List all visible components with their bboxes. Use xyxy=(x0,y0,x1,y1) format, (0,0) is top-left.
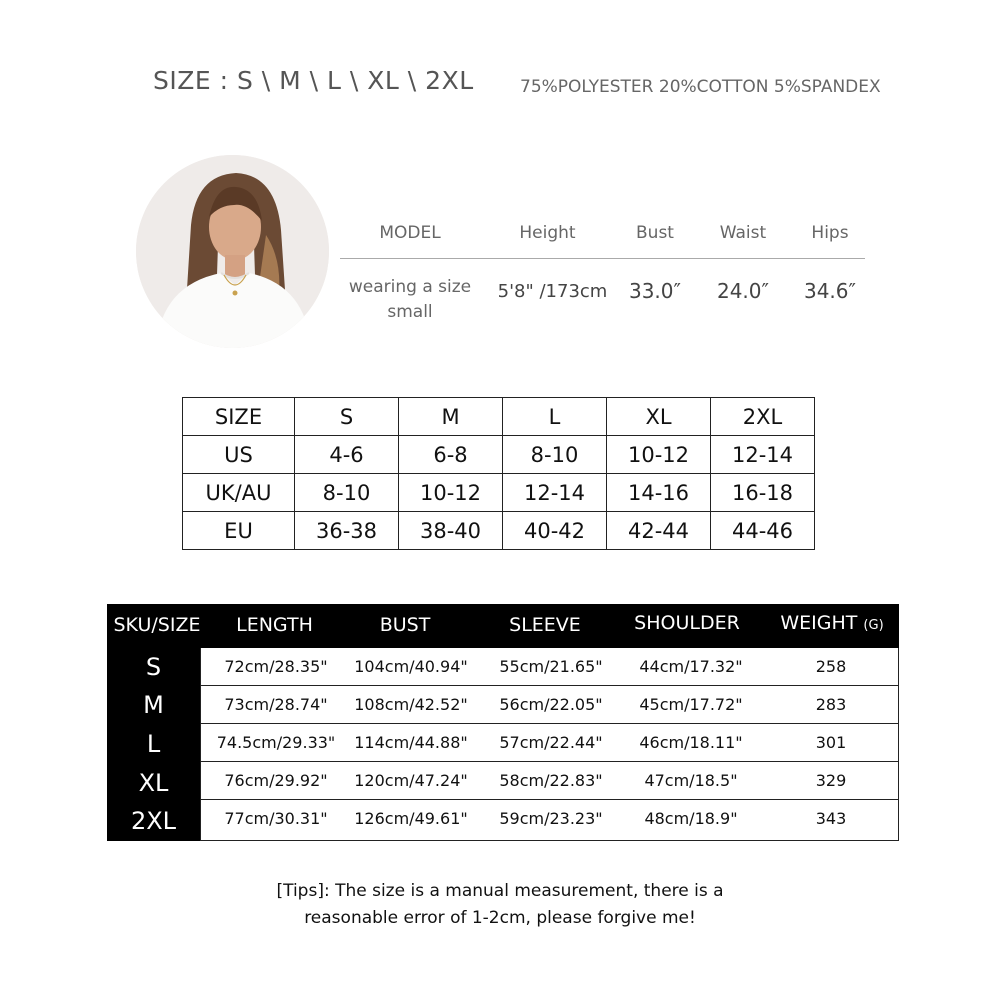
table-cell: 36-38 xyxy=(295,512,399,550)
sleeve-value: 55cm/21.65" xyxy=(499,657,603,676)
table-cell: 8-10 xyxy=(503,436,607,474)
table-cell: 4-6 xyxy=(295,436,399,474)
table-row xyxy=(200,724,899,762)
tips-note xyxy=(200,878,800,932)
fabric-composition: 75%POLYESTER 20%COTTON 5%SPANDEX xyxy=(520,77,881,97)
model-size-line1: wearing a size xyxy=(348,277,472,297)
table-cell: S xyxy=(295,398,399,436)
table-cell: 6-8 xyxy=(399,436,503,474)
weight-header xyxy=(767,612,897,634)
size-label: S xyxy=(145,653,162,681)
table-cell: UK/AU xyxy=(183,474,295,512)
shoulder-value: 46cm/18.11" xyxy=(639,733,743,752)
weight-label: WEIGHT xyxy=(780,612,858,634)
weight-value: 283 xyxy=(815,695,847,714)
bust-value: 126cm/49.61" xyxy=(354,809,468,828)
table-cell: M xyxy=(399,398,503,436)
sleeve-value: 56cm/22.05" xyxy=(499,695,603,714)
model-header: MODEL xyxy=(379,223,441,243)
weight-value: 301 xyxy=(815,733,847,752)
tips-line: [Tips]: The size is a manual measurement, there is a xyxy=(276,881,724,901)
table-cell: 10-12 xyxy=(399,474,503,512)
bust-header: Bust xyxy=(636,223,674,243)
table-cell: 10-12 xyxy=(607,436,711,474)
table-cell: 38-40 xyxy=(399,512,503,550)
weight-unit: (G) xyxy=(863,618,884,633)
height-header: Height xyxy=(519,223,576,243)
shoulder-header: SHOULDER xyxy=(634,612,740,634)
size-conversion-table xyxy=(182,397,815,550)
table-header xyxy=(107,604,899,648)
table-row xyxy=(183,474,815,512)
table-cell: L xyxy=(503,398,607,436)
hips-header: Hips xyxy=(811,223,849,243)
bust-header: BUST xyxy=(379,614,431,636)
weight-value: 343 xyxy=(815,809,847,828)
length-value: 76cm/29.92" xyxy=(224,771,328,790)
model-hips-value: 34.6″ xyxy=(803,279,856,303)
model-height-value: 5'8" /173cm xyxy=(497,281,608,302)
sleeve-value: 57cm/22.44" xyxy=(499,733,603,752)
table-cell: US xyxy=(183,436,295,474)
table-cell: SIZE xyxy=(183,398,295,436)
shoulder-value: 44cm/17.32" xyxy=(639,657,743,676)
length-value: 74.5cm/29.33" xyxy=(216,733,336,752)
table-row xyxy=(200,762,899,800)
table-row xyxy=(183,512,815,550)
waist-header: Waist xyxy=(719,223,767,243)
model-photo xyxy=(136,155,329,348)
table-row xyxy=(200,800,899,841)
table-cell: 16-18 xyxy=(711,474,815,512)
weight-value: 258 xyxy=(815,657,847,676)
size-label: L xyxy=(146,730,161,758)
sleeve-value: 59cm/23.23" xyxy=(499,809,603,828)
model-size-line2: small xyxy=(387,302,433,322)
length-value: 73cm/28.74" xyxy=(224,695,328,714)
size-label: XL xyxy=(138,769,169,797)
bust-value: 120cm/47.24" xyxy=(354,771,468,790)
table-row xyxy=(200,686,899,724)
model-illustration xyxy=(136,155,329,348)
size-column xyxy=(107,648,200,841)
size-label: 2XL xyxy=(130,807,177,835)
model-divider xyxy=(340,258,865,259)
table-cell: 12-14 xyxy=(711,436,815,474)
sleeve-value: 58cm/22.83" xyxy=(499,771,603,790)
table-row xyxy=(200,648,899,686)
table-cell: 40-42 xyxy=(503,512,607,550)
model-measurements xyxy=(340,215,865,335)
bust-value: 104cm/40.94" xyxy=(354,657,468,676)
length-value: 77cm/30.31" xyxy=(224,809,328,828)
table-cell: 42-44 xyxy=(607,512,711,550)
length-header: LENGTH xyxy=(236,614,313,636)
table-cell: XL xyxy=(607,398,711,436)
size-label: M xyxy=(143,691,164,719)
table-cell: EU xyxy=(183,512,295,550)
shoulder-value: 45cm/17.72" xyxy=(639,695,743,714)
bust-value: 114cm/44.88" xyxy=(354,733,468,752)
model-bust-value: 33.0″ xyxy=(628,279,681,303)
weight-value: 329 xyxy=(815,771,847,790)
shoulder-value: 47cm/18.5" xyxy=(644,771,738,790)
size-list-heading: SIZE : S \ M \ L \ XL \ 2XL xyxy=(153,66,474,95)
table-cell: 44-46 xyxy=(711,512,815,550)
tips-line: reasonable error of 1-2cm, please forgive me! xyxy=(304,908,696,928)
table-cell: 2XL xyxy=(711,398,815,436)
table-row xyxy=(183,398,815,436)
table-cell: 12-14 xyxy=(503,474,607,512)
table-row xyxy=(183,436,815,474)
model-waist-value: 24.0″ xyxy=(716,279,769,303)
table-cell: 14-16 xyxy=(607,474,711,512)
table-cell: 8-10 xyxy=(295,474,399,512)
sku-size-header: SKU/SIZE xyxy=(113,614,201,636)
garment-measurement-table xyxy=(107,604,899,841)
length-value: 72cm/28.35" xyxy=(224,657,328,676)
bust-value: 108cm/42.52" xyxy=(354,695,468,714)
shoulder-value: 48cm/18.9" xyxy=(644,809,738,828)
sleeve-header: SLEEVE xyxy=(509,614,581,636)
